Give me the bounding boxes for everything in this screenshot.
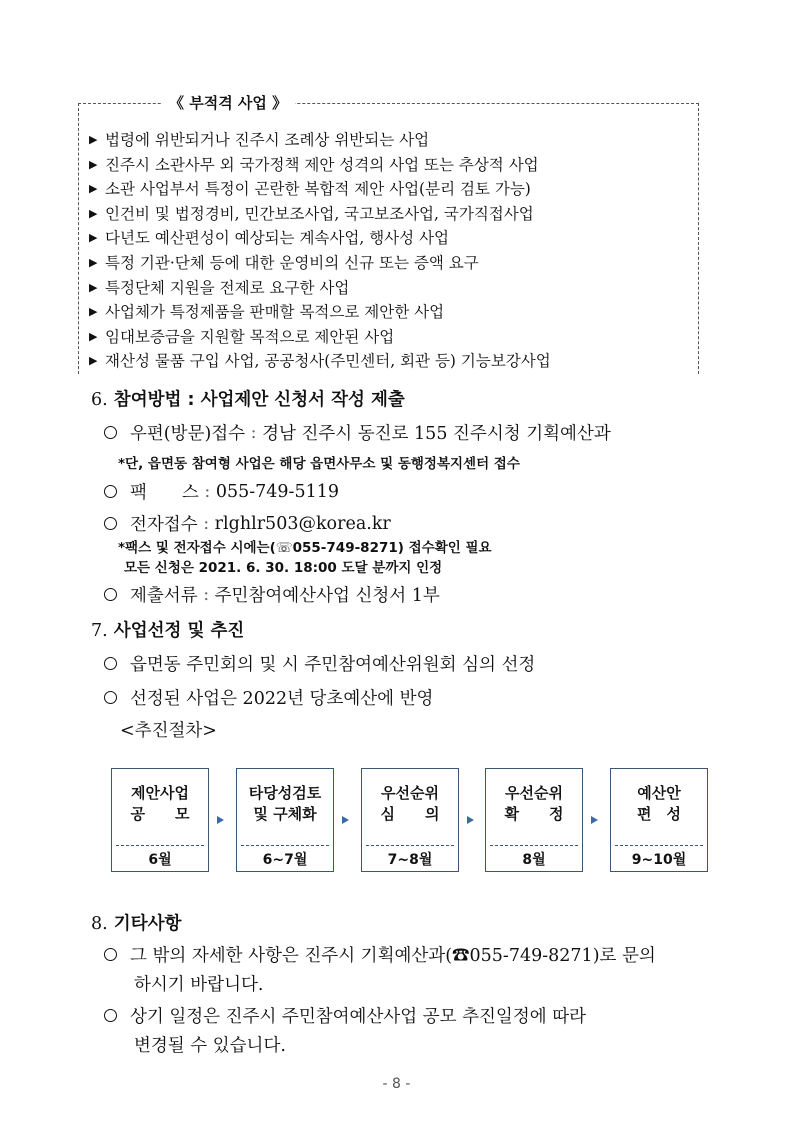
list-item: ▶ 진주시 소관사무 외 국가정책 제안 성격의 사업 또는 추상적 사업	[89, 153, 551, 178]
triangle-bullet-icon: ▶	[89, 231, 98, 245]
list-item: ▶ 인건비 및 법정경비, 민간보조사업, 국고보조사업, 국가직접사업	[89, 202, 551, 227]
circle-bullet-icon	[104, 588, 117, 601]
list-item: ▶ 특정 기관·단체 등에 대한 운영비의 신규 또는 증액 요구	[89, 251, 551, 276]
circle-bullet-icon	[104, 485, 117, 498]
arrow-right-icon	[467, 816, 474, 824]
schedule-row: 상기 일정은 진주시 주민참여예산사업 공모 추진일정에 따라	[104, 1003, 586, 1028]
circle-bullet-icon	[104, 426, 117, 439]
circle-bullet-icon	[104, 1009, 117, 1022]
deadline-note: 모든 신청은 2021. 6. 30. 18:00 도달 분까지 인정	[124, 560, 443, 576]
flow-step: 우선순위 확 정 8월	[485, 768, 583, 872]
arrow-right-icon	[591, 816, 598, 824]
triangle-bullet-icon: ▶	[89, 182, 98, 196]
triangle-bullet-icon: ▶	[89, 255, 98, 269]
list-item: ▶ 법령에 위반되거나 진주시 조례상 위반되는 사업	[89, 128, 551, 153]
fax-row: 팩 스 : 055-749-5119	[104, 479, 339, 504]
triangle-bullet-icon: ▶	[89, 305, 98, 319]
section-8-heading: 8. 기타사항	[91, 914, 182, 934]
circle-bullet-icon	[104, 657, 117, 670]
procedure-label: <추진절차>	[120, 721, 217, 741]
list-item: ▶ 특정단체 지원을 전제로 요구한 사업	[89, 276, 551, 301]
email-row: 전자접수 : rlghlr503@korea.kr	[104, 511, 391, 536]
triangle-bullet-icon: ▶	[89, 157, 98, 171]
triangle-bullet-icon: ▶	[89, 354, 98, 368]
circle-bullet-icon	[104, 517, 117, 530]
list-item: ▶ 임대보증금을 지원할 목적으로 제안된 사업	[89, 325, 551, 350]
documents-row: 제출서류 : 주민참여예산사업 신청서 1부	[104, 582, 440, 607]
triangle-bullet-icon: ▶	[89, 133, 98, 146]
triangle-bullet-icon: ▶	[89, 329, 98, 343]
list-item: ▶ 재산성 물품 구입 사업, 공공청사(주민센터, 회관 등) 기능보강사업	[89, 349, 551, 374]
inquiry-row-continued: 하시기 바랍니다.	[134, 975, 264, 995]
flow-step: 예산안 편 성 9~10월	[610, 768, 708, 872]
schedule-row-continued: 변경될 수 있습니다.	[134, 1036, 286, 1056]
arrow-right-icon	[342, 816, 349, 824]
ineligible-list	[89, 128, 551, 374]
flow-step: 우선순위 심 의 7~8월	[361, 768, 459, 872]
list-item: ▶ 다년도 예산편성이 예상되는 계속사업, 행사성 사업	[89, 226, 551, 251]
triangle-bullet-icon: ▶	[89, 206, 98, 220]
section-7-heading: 7. 사업선정 및 추진	[91, 621, 245, 641]
inquiry-row: 그 밖의 자세한 사항은 진주시 기획예산과(☎055-749-8271)로 문의	[104, 942, 656, 967]
flow-step: 타당성검토 및 구체화 6~7월	[236, 768, 334, 872]
list-item: ▶ 소관 사업부서 특정이 곤란한 복합적 제안 사업(분리 검토 가능)	[89, 177, 551, 202]
triangle-bullet-icon: ▶	[89, 280, 98, 294]
ineligible-box-title: 《 부적격 사업 》	[161, 92, 295, 113]
ineligible-projects-box	[78, 94, 699, 374]
confirmation-note: *팩스 및 전자접수 시에는(☏055-749-8271) 접수확인 필요	[118, 540, 492, 556]
circle-bullet-icon	[104, 691, 117, 704]
circle-bullet-icon	[104, 948, 117, 961]
selection-row: 읍면동 주민회의 및 시 주민참여예산위원회 심의 선정	[104, 651, 535, 676]
mail-submission-row: 우편(방문)접수 : 경남 진주시 동진로 155 진주시청 기획예산과	[104, 420, 611, 445]
arrow-right-icon	[217, 816, 224, 824]
list-item: ▶ 사업체가 특정제품을 판매할 목적으로 제안한 사업	[89, 300, 551, 325]
flow-step: 제안사업 공 모 6월	[111, 768, 209, 872]
page-number: - 8 -	[382, 1076, 411, 1092]
mail-note: *단, 읍면동 참여형 사업은 해당 읍면사무소 및 동행정복지센터 접수	[118, 456, 520, 472]
section-6-heading: 6. 참여방법 : 사업제안 신청서 작성 제출	[91, 390, 405, 410]
budget-row: 선정된 사업은 2022년 당초예산에 반영	[104, 685, 433, 710]
